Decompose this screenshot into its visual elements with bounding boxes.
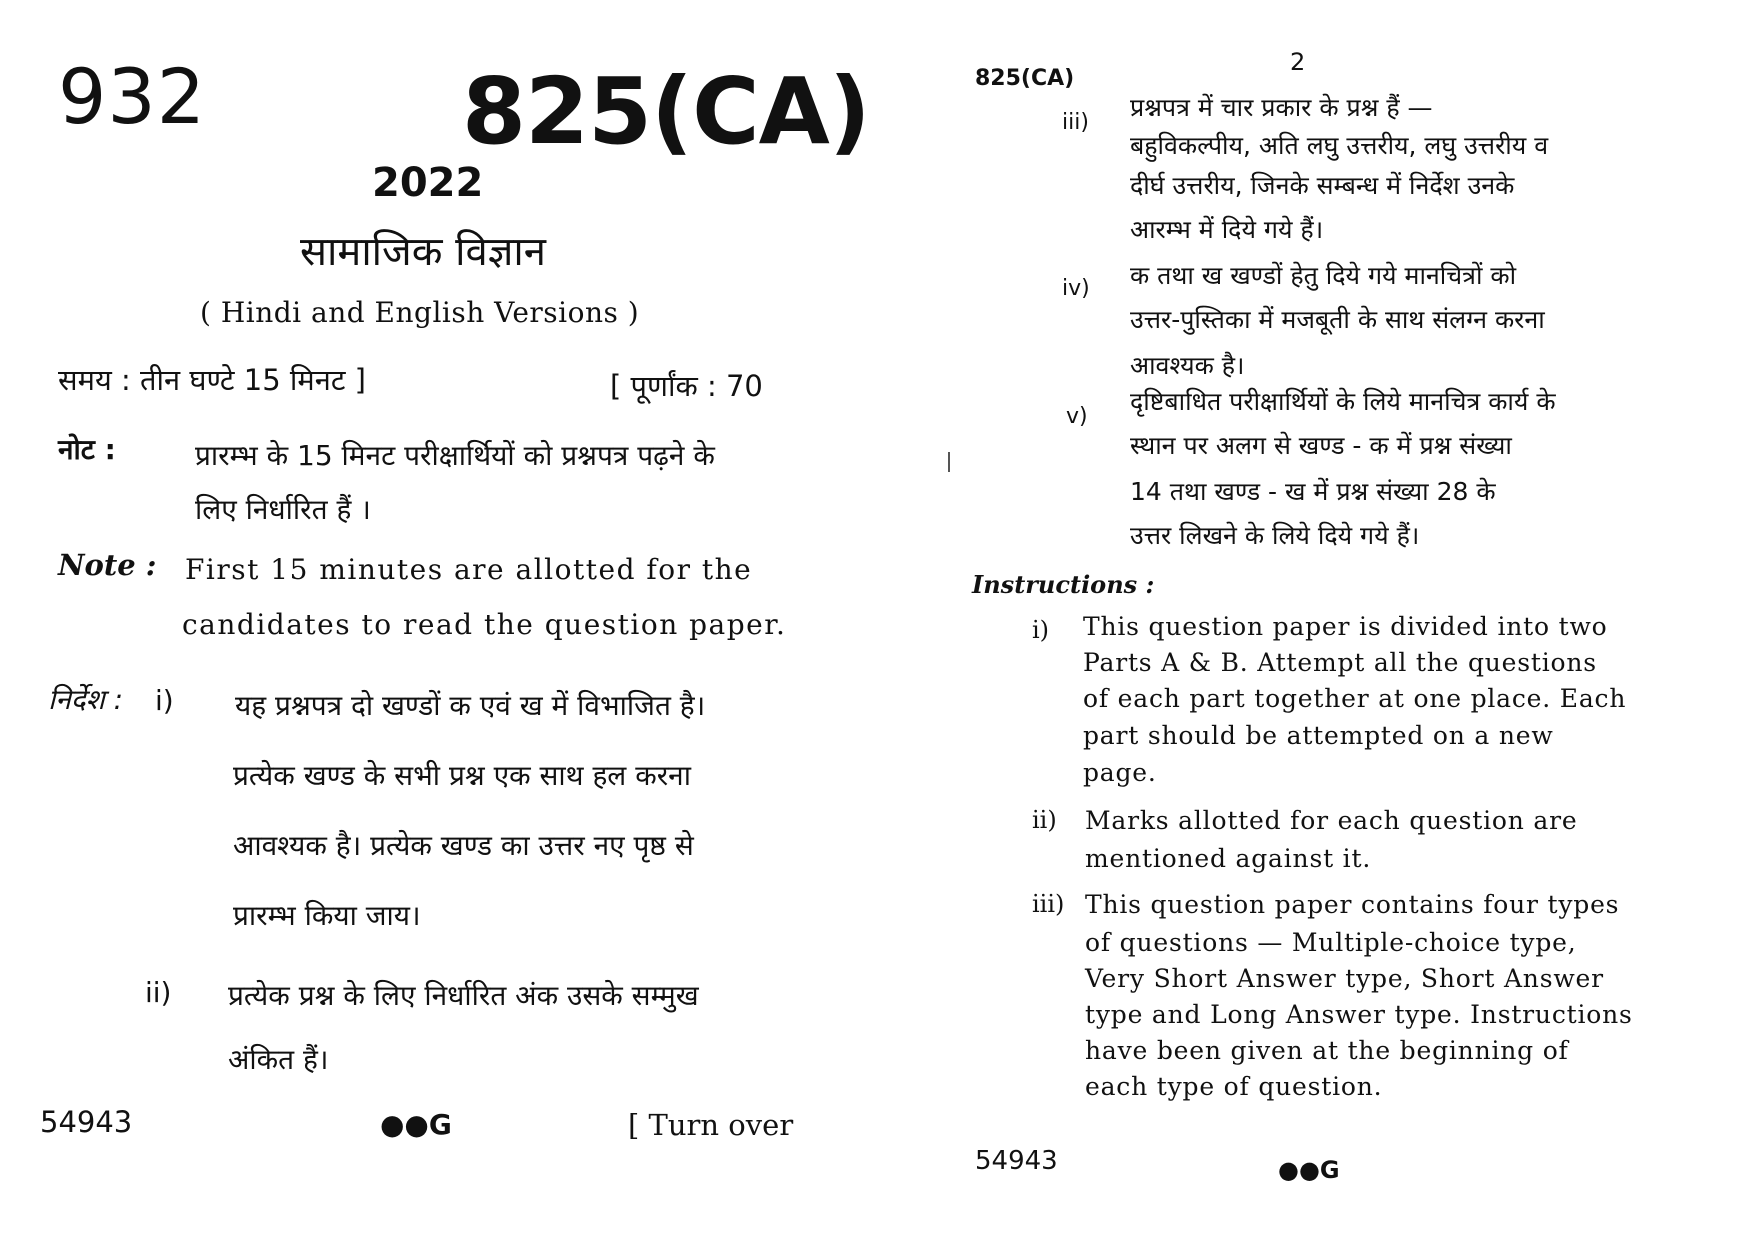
page-footer-code: 54943 bbox=[40, 1105, 133, 1139]
note-hindi-line: लिए निर्धारित हैं । bbox=[195, 493, 371, 526]
direction-number: i) bbox=[155, 684, 174, 717]
note-hindi-label: नोट : bbox=[58, 433, 116, 466]
hindi-item-line: दीर्घ उत्तरीय, जिनके सम्बन्ध में निर्देश उनके bbox=[1130, 171, 1515, 200]
instruction-line: type and Long Answer type. Instructions bbox=[1085, 1000, 1633, 1029]
instruction-line: Marks allotted for each question are bbox=[1085, 806, 1578, 835]
hindi-item-line: उत्तर लिखने के लिये दिये गये हैं। bbox=[1130, 521, 1420, 550]
instruction-line: This question paper is divided into two bbox=[1083, 612, 1608, 641]
direction-line: यह प्रश्नपत्र दो खण्डों क एवं ख में विभाजित है। bbox=[235, 689, 706, 722]
page-footer-mark: ●●G bbox=[380, 1108, 452, 1141]
paper-code-header: 825(CA) bbox=[975, 66, 1075, 91]
instruction-line: Very Short Answer type, Short Answer bbox=[1085, 964, 1604, 993]
hindi-item-line: बहुविकल्पीय, अति लघु उत्तरीय, लघु उत्तरीय व bbox=[1130, 131, 1549, 160]
direction-number: ii) bbox=[145, 976, 172, 1009]
note-english-line: First 15 minutes are allotted for the bbox=[185, 553, 753, 586]
hindi-item-line: आरम्भ में दिये गये हैं। bbox=[1130, 215, 1324, 244]
hindi-item-number: v) bbox=[1066, 404, 1088, 429]
instruction-number: ii) bbox=[1032, 806, 1057, 834]
direction-line: अंकित हैं। bbox=[228, 1043, 329, 1076]
direction-line: प्रारम्भ किया जाय। bbox=[233, 899, 421, 932]
instruction-line: mentioned against it. bbox=[1085, 844, 1372, 873]
instruction-line: Parts A & B. Attempt all the questions bbox=[1083, 648, 1597, 677]
hindi-item-line: क तथा ख खण्डों हेतु दिये गये मानचित्रों को bbox=[1130, 261, 1517, 290]
instructions-title: Instructions : bbox=[972, 570, 1155, 599]
hindi-item-number: iii) bbox=[1062, 110, 1089, 135]
subject-title: सामाजिक विज्ञान bbox=[300, 229, 546, 275]
serial-number: 932 bbox=[58, 52, 207, 141]
gutter-divider bbox=[948, 452, 950, 472]
instruction-line: This question paper contains four types bbox=[1085, 890, 1620, 919]
instruction-number: i) bbox=[1032, 616, 1050, 644]
versions-label: ( Hindi and English Versions ) bbox=[200, 296, 640, 329]
instruction-line: of questions — Multiple-choice type, bbox=[1085, 928, 1577, 957]
instruction-line: part should be attempted on a new bbox=[1083, 721, 1554, 750]
hindi-item-line: आवश्यक है। bbox=[1130, 351, 1245, 380]
hindi-item-line: उत्तर-पुस्तिका में मजबूती के साथ संलग्न करना bbox=[1130, 305, 1545, 334]
hindi-item-number: iv) bbox=[1062, 276, 1090, 301]
note-english-line: candidates to read the question paper. bbox=[182, 608, 787, 641]
instruction-number: iii) bbox=[1032, 890, 1065, 918]
hindi-item-line: 14 तथा खण्ड - ख में प्रश्न संख्या 28 के bbox=[1130, 477, 1496, 506]
instruction-line: page. bbox=[1083, 758, 1157, 787]
direction-line: प्रत्येक खण्ड के सभी प्रश्न एक साथ हल करना bbox=[233, 759, 691, 792]
direction-line: प्रत्येक प्रश्न के लिए निर्धारित अंक उसके सम्मुख bbox=[228, 979, 699, 1012]
paper-code: 825(CA) bbox=[462, 58, 870, 165]
direction-line: आवश्यक है। प्रत्येक खण्ड का उत्तर नए पृष्ठ से bbox=[233, 829, 694, 862]
instruction-line: each type of question. bbox=[1085, 1072, 1383, 1101]
time-allowed: समय : तीन घण्टे 15 मिनट ] bbox=[58, 363, 366, 397]
hindi-item-line: दृष्टिबाधित परीक्षार्थियों के लिये मानचित्र कार्य के bbox=[1130, 387, 1556, 416]
hindi-item-line: प्रश्नपत्र में चार प्रकार के प्रश्न हैं — bbox=[1130, 93, 1433, 122]
note-english-label: Note : bbox=[58, 548, 157, 582]
instruction-line: of each part together at one place. Each bbox=[1083, 684, 1627, 713]
exam-year: 2022 bbox=[372, 160, 484, 206]
hindi-item-line: स्थान पर अलग से खण्ड - क में प्रश्न संख्या bbox=[1130, 431, 1512, 460]
max-marks: [ पूर्णांक : 70 bbox=[610, 369, 763, 403]
turn-over-label: [ Turn over bbox=[628, 1108, 794, 1142]
directions-label: निर्देश : bbox=[48, 683, 124, 716]
note-hindi-line: प्रारम्भ के 15 मिनट परीक्षार्थियों को प्रश्नपत्र पढ़ने के bbox=[195, 439, 715, 472]
page-footer-code: 54943 bbox=[975, 1146, 1058, 1176]
instruction-line: have been given at the beginning of bbox=[1085, 1036, 1569, 1065]
page-footer-mark: ●●G bbox=[1278, 1156, 1340, 1184]
page-number: 2 bbox=[1290, 48, 1306, 76]
